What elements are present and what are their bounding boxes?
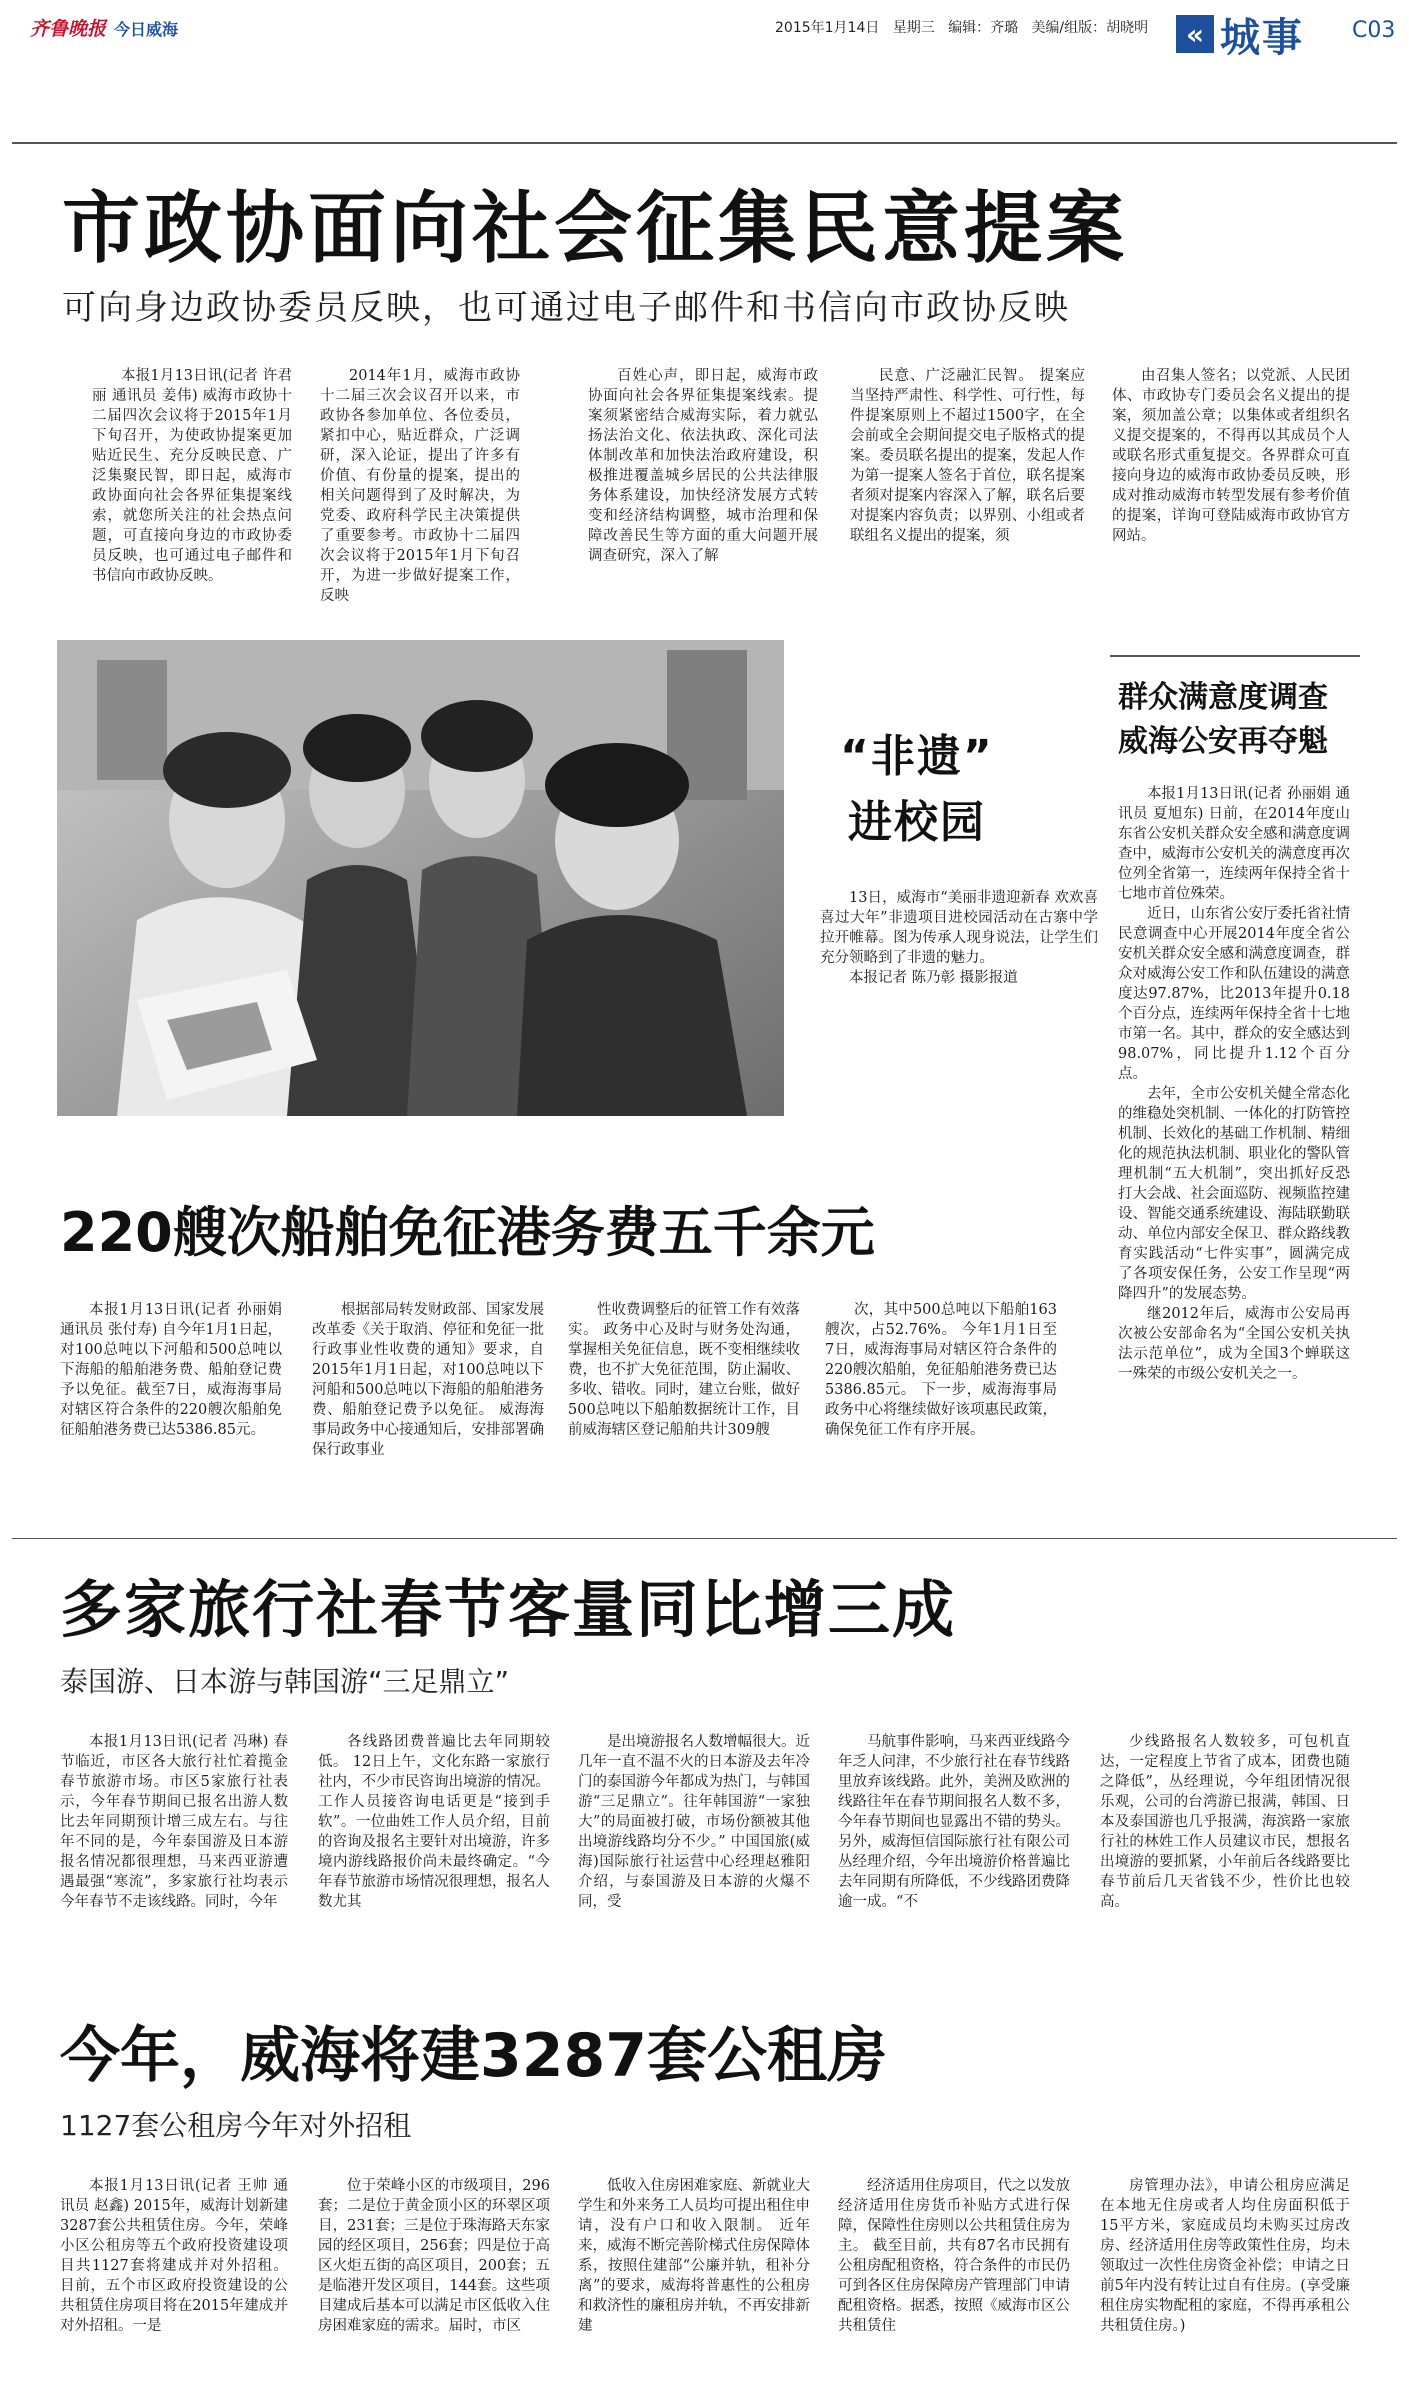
right-story-body: 本报1月13日讯(记者 孙丽娟 通讯员 夏旭东) 日前，在2014年度山东省公安机关群众安全感和满意度调查中，威海市公安机关的满意度再次位列全省第一，连续两年保持全省十七地市首位殊荣。 近日，山东省公安厅委托省社情民意调查中心开展2014年度全省公安机关群众安全感和满意度调查，群众对威海公安工作和队伍建设的满意度达97.87%，比2013年提升0.18个百分点，连续两年保持全省十七地市第一名。其中，群众的安全感达到98.07%，同比提升1.12个百分点。 去年，全市公安机关健全常态化的维稳处突机制、一体化的打防管控机制、长效化的基础工作机制、精细化的规范执法机制、职业化的警队管理机制“五大机制”，突出抓好反恐打大会战、社会面巡防、视频监控建设、智能交通系统建设、海陆联勤联动、单位内部安全保卫、群众路线教育实践活动“七件实事”，圆满完成了各项安保任务，公安工作呈现“两降四升”的发展态势。 继2012年后，威海市公安局再次被公安部命名为“全国公安机关执法示范单位”，成为全国3个蝉联这一殊荣的市级公安机关之一。	[1118, 786, 1350, 1382]
story3-column-2: 各线路团费普遍比去年同期较低。 12日上午，文化东路一家旅行社内，不少市民咨询出境游的情况。工作人员接咨询电话更是“接到手软”。一位曲姓工作人员介绍，目前的咨询及报名主要针对出境游，许多境内游线路报价尚未最终确定。“今年春节旅游市场情况很理想，报名人数尤其	[318, 1734, 550, 1910]
editor: 编辑：齐璐	[948, 20, 1019, 36]
issue-date: 2015年1月14日	[775, 20, 880, 36]
brand-logo: 齐鲁晚报	[30, 18, 107, 40]
photo-title-line-2: 进校园	[848, 797, 986, 848]
story1-column-2: 2014年1月，威海市政协十二届三次会议召开以来，市政协各参加单位、各位委员，紧扣中心，贴近群众，广泛调研，深入论证，提出了许多有价值、有份量的提案，提出的相关问题得到了及时解决，为党委、政府科学民主决策提供了重要参考。市政协十二届四次会议将于2015年1月下旬召开，为进一步做好提案工作，反映	[320, 368, 520, 604]
story2-column-2: 根据部局转发财政部、国家发展改革委《关于取消、停征和免征一批行政事业性收费的通知》要求，自2015年1月1日起，对100总吨以下河船和500总吨以下海船的船舶港务费、船舶登记费予以免征。 威海海事局政务中心接通知后，安排部署确保行政事业	[312, 1302, 544, 1458]
story1-column-3: 百姓心声，即日起，威海市政协面向社会各界征集提案线索。提案须紧密结合威海实际，着力就弘扬法治文化、依法执政、深化司法体制改革和加快法治政府建设，积极推进覆盖城乡居民的公共法律服务体系建设，加快经济发展方式转变和经济结构调整，城市治理和保障改善民生等方面的重大问题开展调查研究，深入了解	[588, 368, 818, 564]
story4-column-2: 位于荣峰小区的市级项目，296套；二是位于黄金顶小区的环翠区项目，231套；三是位于珠海路天东家园的经区项目，256套；四是位于高区火炬五街的高区项目，200套；五是临港开发区项目，144套。这些项目建成后基本可以满足市区低收入住房困难家庭的需求。届时，市区	[318, 2178, 550, 2334]
story3-divider	[12, 1538, 1397, 1539]
issue-meta	[775, 17, 1148, 37]
story4-column-1: 本报1月13日讯(记者 王帅 通讯员 赵鑫) 2015年，威海计划新建3287套公共租赁住房。今年，荣峰小区公租房等五个政府投资建设项目共1127套将建成并对外招租。 目前，五个市区政府投资建设的公共租赁住房项目将在2015年建成并对外招租。一是	[60, 2178, 288, 2334]
story4-column-3: 低收入住房困难家庭、新就业大学生和外来务工人员均可提出租住申请，没有户口和收入限制。 近年来，威海不断完善阶梯式住房保障体系，按照住建部“公廉并轨，租补分离”的要求，威海将普惠性的公租房和救济性的廉租房并轨，不再安排新建	[578, 2178, 810, 2334]
right-story-headline-line-2: 威海公安再夺魁	[1118, 724, 1328, 759]
page-name: 今日威海	[114, 20, 179, 39]
photo-illustration	[57, 640, 784, 1116]
story3-column-3: 是出境游报名人数增幅很大。近几年一直不温不火的日本游及去年冷门的泰国游今年都成为热门，与韩国游“三足鼎立”。往年韩国游“一家独大”的局面被打破，市场份额被其他出境游线路均分不少。” 中国国旅(威海)国际旅行社运营中心经理赵雅阳介绍，与泰国游及日本游的火爆不同，受	[578, 1734, 810, 1910]
story4-column-4: 经济适用住房项目，代之以发放经济适用住房货币补贴方式进行保障，保障性住房则以公共租赁住房为主。 截至目前，共有87名市民拥有公租房配租资格，符合条件的市民仍可到各区住房保障房产管理部门申请配租资格。据悉，按照《威海市区公共租赁住	[838, 2178, 1070, 2334]
right-story-divider	[1110, 655, 1360, 657]
section-name: 城事	[1220, 14, 1304, 61]
page-number: C03	[1352, 18, 1396, 43]
photo-credit: 本报记者 陈乃彰 摄影报道	[849, 970, 1018, 986]
header-divider	[12, 142, 1397, 144]
right-story-headline-line-1: 群众满意度调查	[1118, 680, 1328, 715]
section-tab	[1176, 8, 1344, 60]
story3-subheadline: 泰国游、日本游与韩国游“三足鼎立”	[60, 1665, 510, 1698]
story2-column-1: 本报1月13日讯(记者 孙丽娟 通讯员 张付寿) 自今年1月1日起，对100总吨以下河船和500总吨以下海船的船舶港务费、船舶登记费予以免征。截至7日，威海海事局对辖区符合条件的220艘次船舶免征船舶港务费已达5386.85元。	[60, 1302, 282, 1438]
chevron-left-icon: «	[1176, 15, 1214, 53]
story1-column-5: 由召集人签名；以党派、人民团体、市政协专门委员会名义提出的提案，须加盖公章；以集体或者组织名义提交提案的，不得再以其成员个人或联名形式重复提交。各界群众可直接向身边的威海市政协委员反映，形成对推动威海市转型发展有参考价值的提案，详询可登陆威海市政协官方网站。	[1112, 368, 1350, 544]
story2-column-3: 性收费调整后的征管工作有效落实。 政务中心及时与财务处沟通，掌握相关免征信息，既不变相继续收费，也不扩大免征范围，防止漏收、多收、错收。同时，建立台账，做好500总吨以下船舶数据统计工作，目前威海辖区登记船舶共计309艘	[568, 1302, 800, 1438]
designer: 美编/组版：胡晓明	[1031, 20, 1149, 36]
story4-subheadline: 1127套公租房今年对外招租	[60, 2109, 412, 2142]
story4-column-5: 房管理办法》，申请公租房应满足在本地无住房或者人均住房面积低于15平方米，家庭成员均未购买过房改房、经济适用住房等政策性住房，均未领取过一次性住房资金补偿；申请之日前5年内没有转让过自有住房。(享受廉租住房实物配租的家庭，不得再承租公共租赁住房。)	[1100, 2178, 1350, 2334]
story1-subheadline: 可向身边政协委员反映，也可通过电子邮件和书信向市政协反映	[62, 288, 1070, 328]
story2-headline: 220艘次船舶免征港务费五千余元	[60, 1201, 875, 1264]
news-photo	[57, 640, 784, 1116]
photo-caption: 13日，威海市“美丽非遗迎新春 欢欢喜喜过大年”非遗项目进校园活动在古寨中学拉开帷幕。图为传承人现身说法，让学生们充分领略到了非遗的魅力。 本报记者 陈乃彰 摄影报道	[820, 890, 1098, 986]
story3-column-4: 马航事件影响，马来西亚线路今年乏人问津，不少旅行社在春节线路里放弃该线路。此外，美洲及欧洲的线路往年在春节期间报名人数不多，今年春节期间也显露出不错的势头。 另外，威海恒信国际旅行社有限公司丛经理介绍，今年出境游价格普遍比去年同期有所降低，不少线路团费降逾一成。“不	[838, 1734, 1070, 1910]
story3-column-5: 少线路报名人数较多，可包机直达，一定程度上节省了成本，团费也随之降低”，丛经理说，今年组团情况很乐观，公司的台湾游已报满，韩国、日本及泰国游也几乎报满，海滨路一家旅行社的林姓工作人员建议市民，想报名出境游的要抓紧，小年前后各线路要比春节前后几天省钱不少，性价比也较高。	[1100, 1734, 1350, 1910]
story1-column-1: 本报1月13日讯(记者 许君丽 通讯员 姜伟) 威海市政协十二届四次会议将于2015年1月下旬召开，为使政协提案更加贴近民生、充分反映民意、广泛集聚民智，即日起，威海市政协面向社会各界征集提案线索，就您所关注的社会热点问题，可直接向身边的市政协委员反映，也可通过电子邮件和书信向市政协反映。	[92, 368, 292, 584]
story3-column-1: 本报1月13日讯(记者 冯琳) 春节临近，市区各大旅行社忙着揽金春节旅游市场。市区5家旅行社表示，今年春节期间已报名出游人数比去年同期预计增三成左右。与往年不同的是，今年泰国游及日本游报名情况都很理想，马来西亚游遭遇最强“寒流”，多家旅行社均表示今年春节不走该线路。同时，今年	[60, 1734, 288, 1910]
story1-headline: 市政协面向社会征集民意提案	[62, 184, 1129, 274]
photo-title-line-1: “非遗”	[840, 731, 994, 782]
story1-column-4: 民意、广泛融汇民智。 提案应当坚持严肃性、科学性、可行性，每件提案原则上不超过1500字，在全会前或全会期间提交电子版格式的提案。委员联名提出的提案，发起人作为第一提案人签名于首位，联名提案者须对提案内容深入了解，联名后要对提案内容负责；以界别、小组或者联组名义提出的提案，须	[850, 368, 1085, 544]
story2-column-4: 次，其中500总吨以下船舶163艘次，占52.76%。 今年1月1日至7日，威海海事局对辖区符合条件的220艘次船舶，免征船舶港务费已达5386.85元。 下一步，威海海事局政务中心将继续做好该项惠民政策，确保免征工作有序开展。	[825, 1302, 1057, 1438]
story4-headline: 今年，威海将建3287套公租房	[60, 2021, 887, 2091]
masthead	[30, 14, 178, 41]
story3-headline: 多家旅行社春节客量同比增三成	[60, 1573, 957, 1646]
issue-weekday: 星期三	[892, 20, 935, 36]
